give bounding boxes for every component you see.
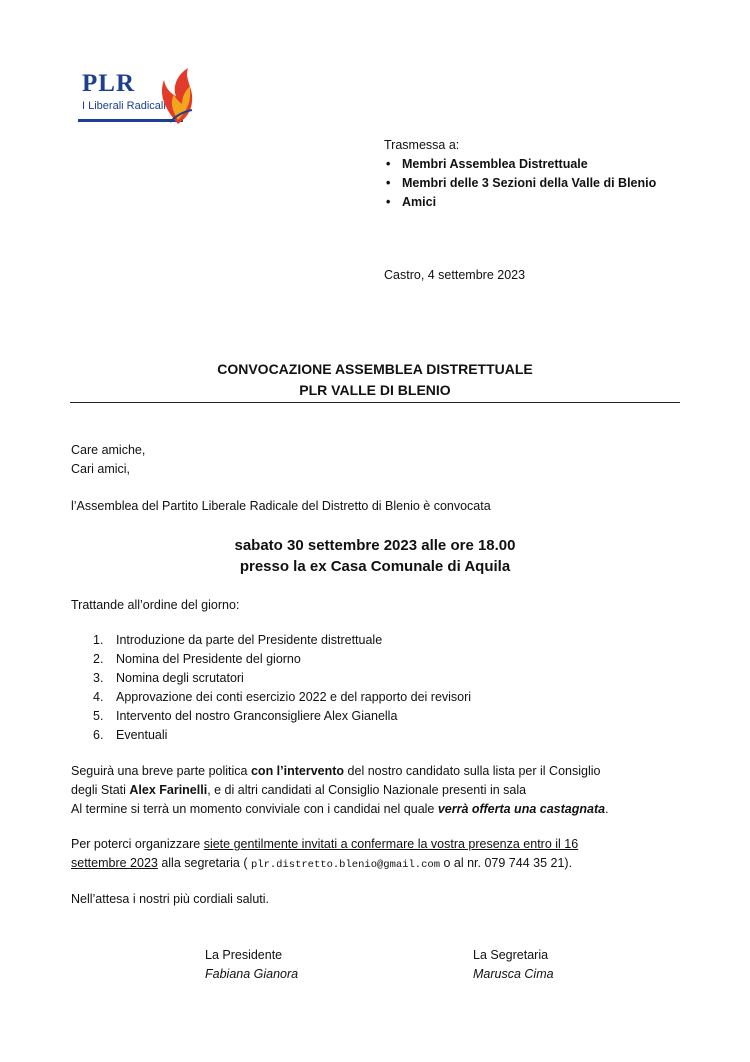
meeting-details — [70, 535, 680, 577]
para1-line-1: Seguirà una breve parte politica con l’intervento del nostro candidato sulla lista per il Consiglio — [71, 764, 601, 778]
recipients-list — [384, 155, 724, 212]
signature-name: Fabiana Gianora — [205, 967, 299, 981]
agenda-number: 6. — [93, 728, 104, 742]
recipients-block — [384, 136, 724, 212]
meeting-location: presso la ex Casa Comunale di Aquila — [239, 558, 511, 575]
agenda-number: 5. — [93, 709, 104, 723]
document-title — [70, 359, 680, 401]
agenda-item — [93, 726, 471, 745]
meeting-date-time: sabato 30 settembre 2023 alle ore 18.00 — [234, 537, 516, 554]
agenda-item — [93, 631, 471, 650]
signature-role: La Segretaria — [473, 948, 549, 962]
agenda-number: 4. — [93, 690, 104, 704]
agenda-item — [93, 707, 471, 726]
logo-brand: PLR — [82, 70, 135, 97]
closing-line: Nell’attesa i nostri più cordiali saluti. — [71, 892, 270, 906]
agenda-text: Introduzione da parte del Presidente distrettuale — [116, 633, 383, 647]
para1-line-3: Al termine si terrà un momento conviviale con i candidai nel quale verrà offerta una castagnata. — [71, 802, 609, 816]
greeting — [71, 441, 145, 479]
signature-secretary — [473, 946, 554, 984]
date-line: Castro, 4 settembre 2023 — [384, 268, 526, 282]
agenda-item — [93, 688, 471, 707]
recipient-item: • Membri delle 3 Sezioni della Valle di Blenio — [384, 174, 724, 193]
agenda-number: 2. — [93, 652, 104, 666]
title-divider — [70, 402, 680, 403]
recipient-item: • Amici — [384, 193, 724, 212]
greeting-line-1: Care amiche, — [71, 443, 146, 457]
flame-icon — [148, 66, 198, 124]
agenda-item — [93, 650, 471, 669]
agenda-text: Approvazione dei conti esercizio 2022 e del rapporto dei revisori — [116, 690, 472, 704]
political-part-paragraph — [71, 762, 691, 819]
agenda-item — [93, 669, 471, 688]
rsvp-line-1: Per poterci organizzare siete gentilmente invitati a confermare la vostra presenza entro il 16 — [71, 837, 579, 851]
recipient-item: • Membri Assemblea Distrettuale — [384, 155, 724, 174]
agenda-number: 1. — [93, 633, 104, 647]
rsvp-line-2: settembre 2023 alla segretaria ( plr.distretto.blenio@gmail.com o al nr. 079 744 35 21). — [71, 856, 573, 871]
agenda-number: 3. — [93, 671, 104, 685]
agenda-text: Nomina del Presidente del giorno — [116, 652, 301, 666]
title-line-1: CONVOCAZIONE ASSEMBLEA DISTRETTUALE — [217, 361, 533, 377]
rsvp-paragraph — [71, 835, 691, 875]
intro-text: l’Assemblea del Partito Liberale Radicale del Distretto di Blenio è convocata — [71, 499, 491, 513]
signature-name: Marusca Cima — [473, 967, 554, 981]
recipients-heading: Trasmessa a: — [384, 138, 460, 152]
agenda-text: Intervento del nostro Granconsigliere Alex Gianella — [116, 709, 398, 723]
signature-president — [205, 946, 298, 984]
agenda-heading: Trattande all’ordine del giorno: — [71, 598, 240, 612]
logo-tagline: I Liberali Radicali — [82, 100, 166, 112]
title-line-2: PLR VALLE DI BLENIO — [299, 382, 451, 398]
agenda-list — [93, 631, 471, 745]
agenda-text: Eventuali — [116, 728, 168, 742]
signature-role: La Presidente — [205, 948, 283, 962]
greeting-line-2: Cari amici, — [71, 462, 131, 476]
plr-logo — [78, 66, 203, 128]
email-link[interactable]: plr.distretto.blenio@gmail.com — [250, 859, 440, 871]
agenda-text: Nomina degli scrutatori — [116, 671, 244, 685]
para1-line-2: degli Stati Alex Farinelli, e di altri candidati al Consiglio Nazionale presenti in sala — [71, 783, 527, 797]
